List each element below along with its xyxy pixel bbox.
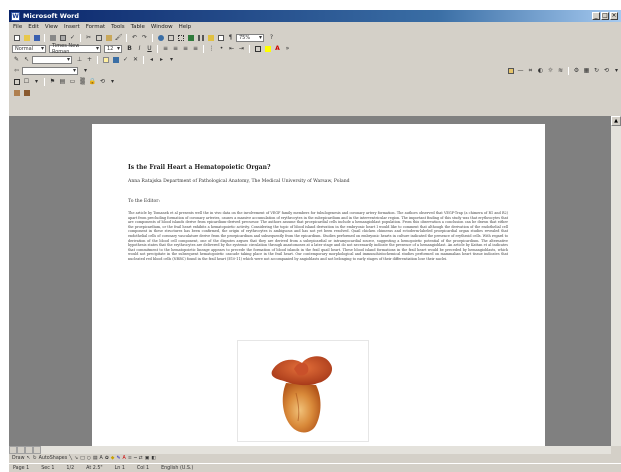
font-color-draw-icon[interactable]: A	[122, 456, 126, 461]
menu-table[interactable]: Table	[130, 24, 145, 30]
maximize-button[interactable]: □	[602, 12, 608, 19]
separator	[568, 67, 569, 75]
highlight-icon[interactable]	[263, 44, 272, 53]
text-wrap-icon[interactable]: ≋	[557, 67, 564, 74]
reviewing-select[interactable]	[32, 56, 72, 64]
forms-options-icon[interactable]: ▾	[110, 78, 114, 85]
paste-icon[interactable]	[104, 33, 113, 42]
menu-format[interactable]: Format	[85, 24, 106, 30]
new-document-icon[interactable]	[12, 33, 21, 42]
align-center-icon[interactable]: ≡	[172, 45, 179, 52]
options-icon[interactable]: ▾	[169, 56, 173, 63]
select-objects-icon[interactable]: ↖	[26, 456, 31, 461]
document-salutation: To the Editor:	[128, 199, 161, 204]
arrow-style-icon[interactable]: ⇄	[138, 456, 143, 461]
outline-view-button[interactable]	[33, 446, 41, 454]
lock-icon[interactable]: 🔒	[88, 78, 97, 85]
toolbar-options-icon[interactable]: »	[285, 45, 290, 52]
menu-edit[interactable]: Edit	[28, 24, 39, 30]
separator	[143, 56, 144, 64]
align-left-icon[interactable]: ≡	[162, 45, 169, 52]
address-select[interactable]	[22, 67, 78, 75]
insert-table-icon[interactable]	[176, 33, 185, 42]
format-picture-icon[interactable]: ⚙	[573, 67, 580, 74]
menu-insert[interactable]: Insert	[63, 24, 80, 30]
document-workspace	[9, 116, 621, 446]
hyperlink-icon[interactable]	[156, 33, 165, 42]
separator	[80, 34, 81, 42]
rotate-icon[interactable]: ↻	[593, 67, 600, 74]
bullets-icon[interactable]: •	[219, 45, 224, 52]
3d-icon[interactable]: ◧	[151, 456, 156, 461]
formatting-toolbar	[9, 43, 621, 54]
undo-icon[interactable]: ↶	[131, 34, 138, 41]
heart-specimen-image[interactable]	[237, 340, 369, 442]
status-pages: 1/2	[66, 465, 75, 471]
separator	[126, 34, 127, 42]
title-bar[interactable]	[9, 10, 621, 22]
columns-icon[interactable]	[196, 33, 205, 42]
spelling-icon[interactable]: ✓	[69, 34, 76, 41]
fill-color-icon[interactable]: ◆	[110, 456, 115, 461]
line-icon[interactable]: —	[517, 67, 524, 74]
cursor-icon[interactable]: ↖	[23, 56, 30, 63]
borders-icon[interactable]	[253, 44, 262, 53]
chart-icon[interactable]	[22, 88, 31, 97]
decrease-indent-icon[interactable]: ⇤	[228, 45, 235, 52]
justify-icon[interactable]: ≡	[192, 45, 199, 52]
go-icon[interactable]: ▾	[83, 67, 87, 74]
open-folder-icon[interactable]	[22, 33, 31, 42]
word-window	[9, 10, 621, 472]
web-toolbar	[9, 65, 621, 76]
clipart-icon[interactable]: ✿	[104, 456, 109, 461]
arrow-tool-icon[interactable]: ↘	[74, 456, 79, 461]
normal-view-button[interactable]	[9, 446, 17, 454]
status-position: At 2.5"	[86, 465, 103, 471]
track-changes-icon[interactable]	[111, 55, 120, 64]
textbox-tool-icon[interactable]: ▤	[92, 456, 98, 461]
brightness-icon[interactable]: ☼	[547, 67, 554, 74]
form-checkbox-icon[interactable]: ☐	[23, 78, 30, 85]
extra-toolbar	[9, 87, 621, 98]
menu-window[interactable]: Window	[150, 24, 173, 30]
separator	[249, 45, 250, 53]
rotate-icon[interactable]: ↻	[32, 456, 37, 461]
window-title: Microsoft Word	[23, 12, 80, 20]
form-properties-icon[interactable]: ⚑	[49, 78, 56, 85]
next-icon[interactable]: ▸	[159, 56, 163, 63]
copy-icon[interactable]	[94, 33, 103, 42]
separator	[152, 34, 153, 42]
status-page: Page 1	[13, 465, 30, 471]
rectangle-tool-icon[interactable]: □	[80, 456, 85, 461]
close-button[interactable]: ×	[611, 12, 617, 19]
zoom-select[interactable]: 75% ▾	[236, 34, 264, 42]
table-icon[interactable]	[12, 88, 21, 97]
shadow-icon[interactable]: ▣	[144, 456, 150, 461]
document-map-icon[interactable]	[216, 33, 225, 42]
drawing-toolbar	[9, 454, 621, 463]
help-icon[interactable]: ?	[269, 34, 274, 41]
menu-bar	[9, 22, 621, 32]
shading-icon[interactable]: ▒	[80, 78, 85, 85]
status-bar	[9, 463, 621, 472]
italic-icon[interactable]: I	[138, 45, 141, 52]
line-tool-icon[interactable]: ╲	[69, 456, 73, 461]
separator	[97, 56, 98, 64]
line-color-icon[interactable]: ✎	[116, 456, 121, 461]
minimize-button[interactable]: _	[592, 12, 600, 20]
reject-change-icon[interactable]: ✕	[132, 56, 139, 63]
grid-icon[interactable]: ▦	[583, 67, 590, 74]
underline-icon[interactable]: U	[147, 45, 152, 52]
font-color-icon[interactable]: A	[275, 45, 280, 52]
contrast-icon[interactable]: ◐	[537, 67, 544, 74]
tables-borders-icon[interactable]	[166, 33, 175, 42]
reviewing-toolbar	[9, 54, 621, 65]
reset-fields-icon[interactable]: ⟲	[99, 78, 106, 85]
menu-help[interactable]: Help	[178, 24, 192, 30]
forms-toolbar	[9, 76, 621, 87]
format-painter-icon[interactable]: 🖌	[114, 34, 123, 41]
numbering-icon[interactable]: ⋮	[208, 45, 215, 52]
increase-indent-icon[interactable]: ⇥	[238, 45, 245, 52]
menu-view[interactable]: View	[44, 24, 58, 30]
pin-icon[interactable]: ⊥	[76, 56, 83, 63]
document-title: Is the Frail Heart a Hematopoietic Organ?	[128, 164, 271, 171]
dash-style-icon[interactable]: ┅	[133, 456, 137, 461]
vertical-scrollbar[interactable]	[611, 116, 621, 446]
bold-icon[interactable]: B	[127, 45, 132, 52]
insert-frame-icon[interactable]: ▭	[69, 78, 76, 85]
reset-picture-icon[interactable]: ⟲	[603, 67, 610, 74]
print-view-button[interactable]	[25, 446, 33, 454]
back-icon[interactable]: ⇦	[13, 67, 20, 74]
draw-menu[interactable]: Draw	[12, 456, 25, 461]
print-preview-icon[interactable]	[58, 33, 67, 42]
form-textbox-icon[interactable]	[12, 77, 21, 86]
form-dropdown-icon[interactable]: ▾	[34, 78, 38, 85]
crop-icon[interactable]: ⌗	[528, 66, 533, 74]
scroll-up-icon[interactable]: ▲	[611, 116, 621, 126]
separator	[157, 45, 158, 53]
document-body: The article by Tomanek et al presents well the in vivo data on the involvement of VEGF family members for tubulogenesis and coronary artery formation. The authors observed that VEGF-Trap (a chimera of R1 and R2) apart from precluding formation of coronary arteries, causes a massive accumulation of erythrocytes in the subepicardium and in the interventricular region. The important finding of this study was that erythrocytes that are components of blood islands derive from epicardium-derived precursor. The authors assume that proepicardial cells include a hemangioblast population. From this observation a conclusion can be drawn that either the proepicardium, or the frail heart exhibits a hematopoietic activity. Considering the topic of blood island derivation in the embryonic heart I would like to comment that although the derivation of the endothelial cell component in these structures has been confirmed, the origin of erythrocytes is ambiguous and has not yet been resolved. Quail chicken chimeras and ectoderm-labeled proepicardial organ studies revealed that endothelial cells of coronary vasculature derive from the proepicardium and subsequently from the epicardium. Studies performed on embryonic hearts in culture indicated the presence of erythroid cells. With regard to derivation of the blood cell component, one of the disputes argues that they are derived from a subepicardial or intramyocardial source, suggesting a hemopoietic potential of the proepicardium. The alternative hypothesis states that the erythrocytes are delivered by the systemic circulation through anastomoses at a later stage and do not necessarily indicate the presence of a hemangioblast. An article by Kattan et al indicates that commitment to the hematopoietic lineage appears to precede the formation of blood islands in the frail quail heart. These blood island formations in the frail heart would be preceded by hemangioblasts, which would not precipitate in the subsequent hematopoietic cascade taking place in the frail heart. Our contemporary morphological and immunohistochemical studies performed on mammalian heart tissue indicates that nucleated red blood cells (NRBC) found in the frail heart (E10-11) which were not accompanied by angioblasts and not belonging to early stages of their differentiation lose their nuclei.	[128, 211, 508, 261]
menu-file[interactable]: File	[13, 24, 23, 30]
separator	[44, 78, 45, 86]
style-select[interactable]: Normal ▾	[12, 45, 46, 53]
document-author: Anna Ratajska Department of Pathological Anatomy, The Medical University of Warsaw, Poland	[128, 179, 350, 184]
separator	[44, 34, 45, 42]
save-icon[interactable]	[32, 33, 41, 42]
zoom-in-icon[interactable]: +	[86, 56, 93, 63]
drawing-icon[interactable]	[206, 33, 215, 42]
redo-icon[interactable]: ↷	[141, 34, 148, 41]
form-table-icon[interactable]: ▤	[59, 78, 66, 85]
more-options-icon[interactable]: ▾	[614, 67, 618, 74]
show-hide-icon[interactable]: ¶	[228, 34, 233, 41]
status-section: Sec 1	[41, 465, 55, 471]
line-style-icon[interactable]: ≡	[127, 456, 132, 461]
wordart-icon[interactable]: A	[99, 456, 103, 461]
web-view-button[interactable]	[17, 446, 25, 454]
status-column: Col 1	[136, 465, 150, 471]
pencil-icon[interactable]: ✎	[13, 56, 20, 63]
print-icon[interactable]	[48, 33, 57, 42]
menu-tools[interactable]: Tools	[111, 24, 125, 30]
align-right-icon[interactable]: ≡	[182, 45, 189, 52]
standard-toolbar	[9, 32, 621, 43]
comment-icon[interactable]	[101, 55, 110, 64]
document-page[interactable]	[92, 124, 545, 454]
font-select[interactable]: Times New Roman ▾	[49, 45, 101, 53]
previous-icon[interactable]: ◂	[149, 56, 153, 63]
oval-tool-icon[interactable]: ○	[86, 456, 91, 461]
status-line: Ln 1	[114, 465, 125, 471]
separator	[203, 45, 204, 53]
font-size-select[interactable]: 12 ▾	[104, 45, 122, 53]
status-language: English (U.S.)	[161, 465, 194, 471]
cut-icon[interactable]: ✂	[85, 34, 92, 41]
autoshapes-menu[interactable]: AutoShapes	[38, 456, 68, 461]
word-icon[interactable]: W	[12, 12, 19, 20]
horizontal-scrollbar[interactable]	[9, 446, 611, 454]
insert-excel-icon[interactable]	[186, 33, 195, 42]
heart-image-graphic	[238, 341, 370, 443]
accept-change-icon[interactable]: ✓	[122, 56, 129, 63]
picture-icon[interactable]	[506, 66, 515, 75]
